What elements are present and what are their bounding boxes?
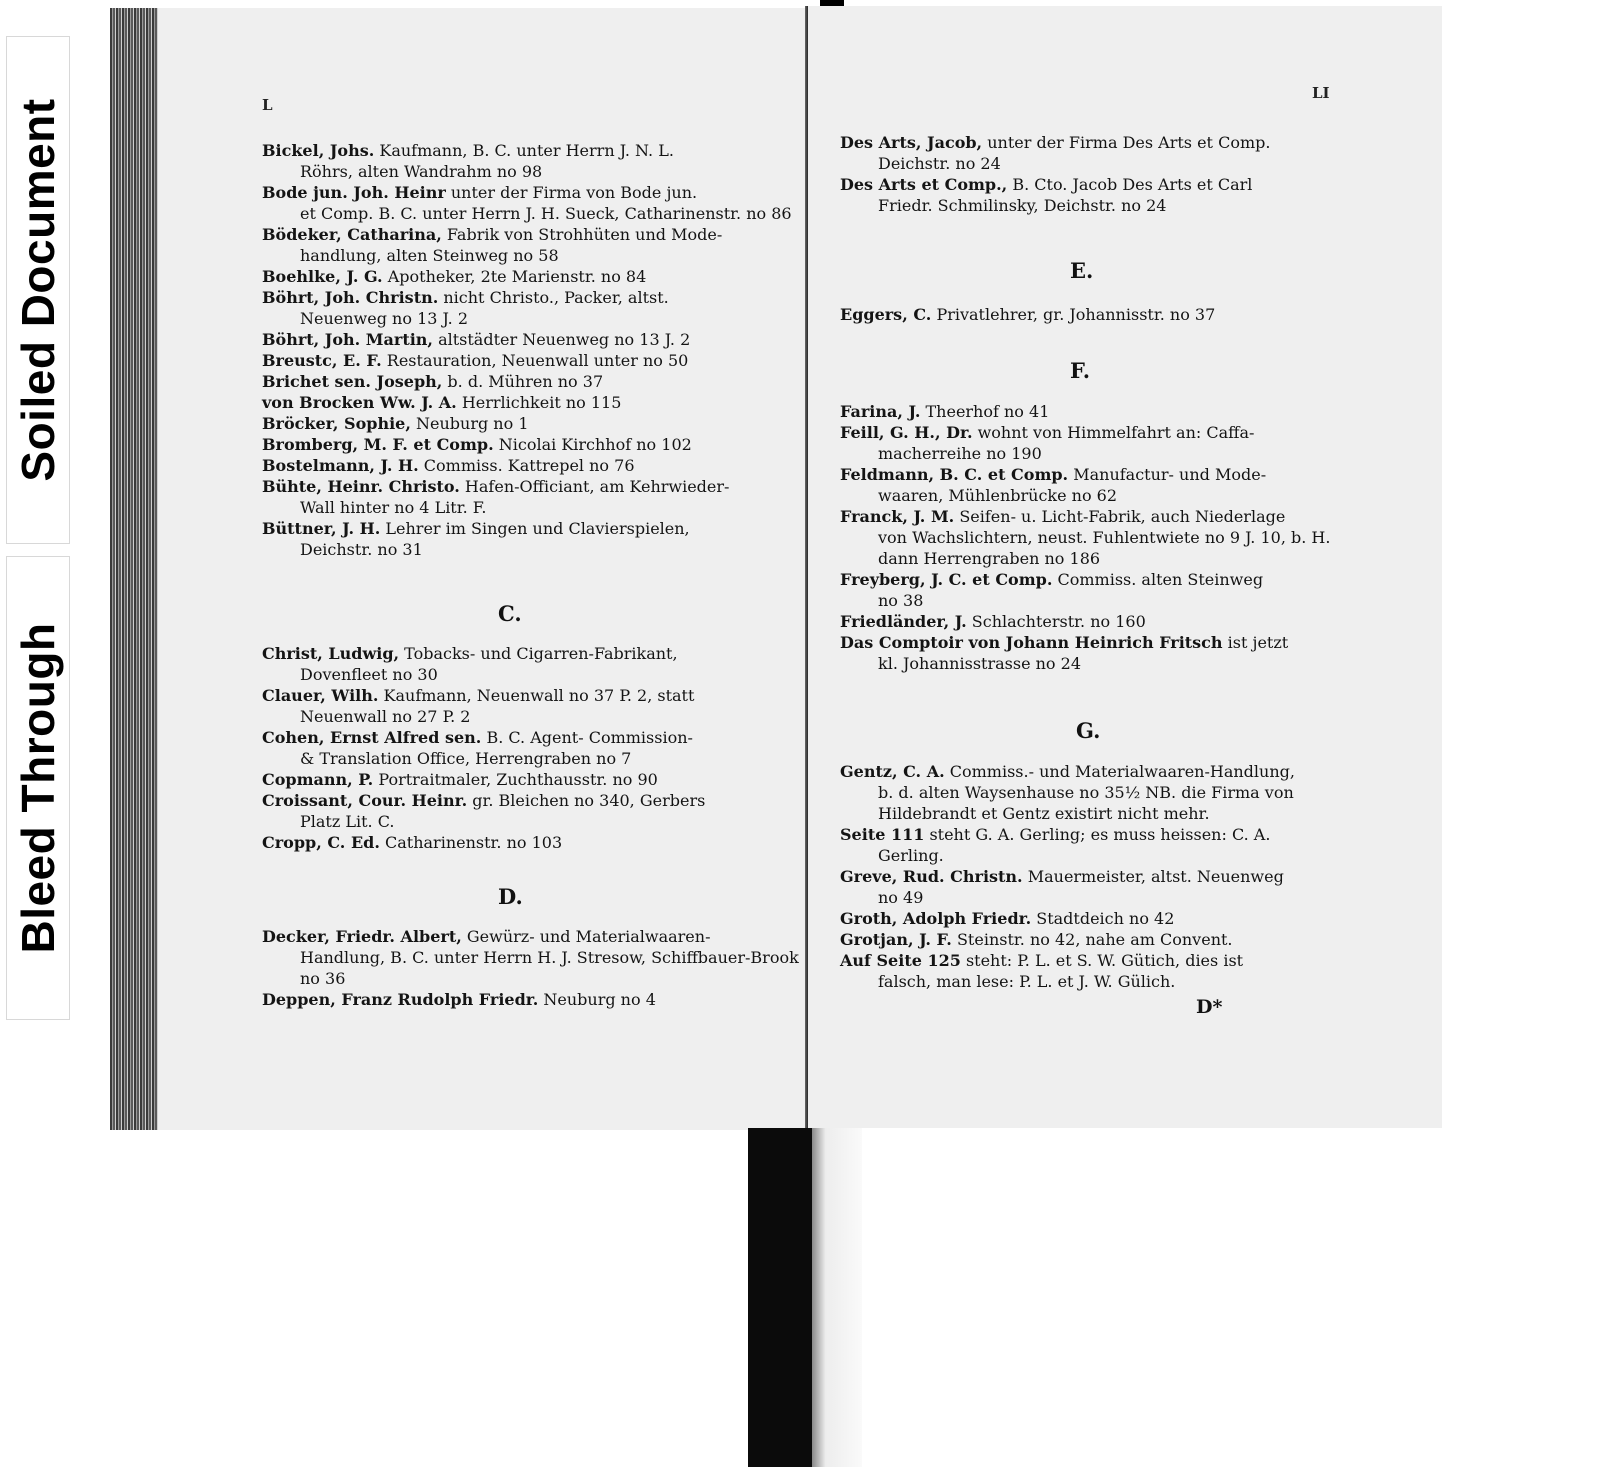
directory-entry [262, 329, 802, 350]
entry-details: Commiss. alten Steinweg [1052, 570, 1264, 589]
label-soiled-document-text: Soiled Document [12, 98, 64, 482]
entry-details: Kaufmann, B. C. unter Herrn J. N. L. [374, 141, 674, 160]
entry-details: Tobacks- und Cigarren-Fabrikant, [399, 644, 678, 663]
entry-name: Bromberg, M. F. et Comp. [262, 435, 494, 454]
directory-entry [262, 371, 802, 392]
left-entries-block-3 [262, 926, 802, 1010]
entry-continuation: no 49 [878, 888, 924, 907]
entry-details: B. Cto. Jacob Des Arts et Carl [1007, 175, 1253, 194]
entry-name: Greve, Rud. Christn. [840, 867, 1023, 886]
right-entries-block-3 [840, 401, 1336, 674]
directory-entry [262, 392, 802, 413]
entry-continuation: et Comp. B. C. unter Herrn J. H. Sueck, Catharinenstr. no 86 [300, 204, 792, 223]
entry-details: Fabrik von Strohhüten und Mode- [441, 225, 723, 244]
entry-name: Seite 111 [840, 825, 925, 844]
entry-details: Privatlehrer, gr. Johannisstr. no 37 [931, 305, 1216, 324]
entry-details: unter der Firma von Bode jun. [445, 183, 698, 202]
entry-continuation: Platz Lit. C. [300, 812, 395, 831]
directory-entry [262, 518, 802, 560]
directory-entry [262, 769, 802, 790]
directory-entry [840, 464, 1336, 506]
directory-entry [840, 908, 1336, 929]
directory-entry [262, 926, 802, 989]
entry-continuation: Handlung, B. C. unter Herrn H. J. Stresow, Schiffbauer-Brook no 36 [300, 948, 799, 988]
entry-name: Bickel, Johs. [262, 141, 375, 160]
section-letter-e: E. [1070, 258, 1094, 283]
entry-details: Apotheker, 2te Marienstr. no 84 [382, 267, 647, 286]
entry-details: Gewürz- und Materialwaaren- [461, 927, 711, 946]
entry-name: Freyberg, J. C. et Comp. [840, 570, 1053, 589]
entry-details: steht G. A. Gerling; es muss heissen: C. A. [924, 825, 1271, 844]
entry-details: Mauermeister, altst. Neuenweg [1022, 867, 1284, 886]
entry-name: Das Comptoir von Johann Heinrich Fritsch [840, 633, 1223, 652]
entry-name: Böhrt, Joh. Christn. [262, 288, 439, 307]
directory-entry [262, 434, 802, 455]
directory-entry [262, 727, 802, 769]
entry-continuation: macherreihe no 190 [878, 444, 1042, 463]
right-page [808, 6, 1442, 1128]
directory-entry [262, 643, 802, 685]
entry-details: b. d. Mühren no 37 [442, 372, 604, 391]
directory-entry [840, 304, 1336, 325]
open-book [110, 6, 1442, 1128]
entry-name: Auf Seite 125 [840, 951, 961, 970]
directory-entry [840, 824, 1336, 866]
entry-continuation: handlung, alten Steinweg no 58 [300, 246, 559, 265]
entry-details: Theerhof no 41 [920, 402, 1050, 421]
section-letter-f: F. [1070, 358, 1091, 383]
directory-entry [840, 132, 1336, 174]
entry-details: Herrlichkeit no 115 [456, 393, 622, 412]
entry-details: Catharinenstr. no 103 [379, 833, 563, 852]
entry-name: Christ, Ludwig, [262, 644, 400, 663]
entry-name: Bröcker, Sophie, [262, 414, 411, 433]
entry-details: unter der Firma Des Arts et Comp. [982, 133, 1271, 152]
directory-entry [262, 287, 802, 329]
entry-name: Farina, J. [840, 402, 921, 421]
page-edges [110, 8, 158, 1130]
directory-entry [262, 413, 802, 434]
binding-strap-bottom [748, 1128, 812, 1467]
directory-entry [840, 174, 1336, 216]
entry-name: Feill, G. H., Dr. [840, 423, 973, 442]
entry-name: Böhrt, Joh. Martin, [262, 330, 433, 349]
entry-continuation: Friedr. Schmilinsky, Deichstr. no 24 [878, 196, 1167, 215]
entry-details: Hafen-Officiant, am Kehrwieder- [459, 477, 730, 496]
binding-strap-shadow [810, 1128, 862, 1467]
entry-name: Bode jun. Joh. Heinr [262, 183, 446, 202]
directory-entry [262, 790, 802, 832]
entry-name: Cropp, C. Ed. [262, 833, 380, 852]
entry-continuation: Dovenfleet no 30 [300, 665, 438, 684]
entry-name: Bühte, Heinr. Christo. [262, 477, 460, 496]
entry-details: ist jetzt [1222, 633, 1289, 652]
entry-continuation: Neuenwall no 27 P. 2 [300, 707, 471, 726]
entry-details: Commiss. Kattrepel no 76 [418, 456, 635, 475]
entry-continuation: b. d. alten Waysenhause no 35½ NB. die Firma von Hildebrandt et Gentz existirt nicht mehr. [878, 783, 1294, 823]
directory-entry [262, 476, 802, 518]
entry-name: Breustc, E. F. [262, 351, 382, 370]
entry-name: Des Arts, Jacob, [840, 133, 983, 152]
entry-continuation: falsch, man lese: P. L. et J. W. Gülich. [878, 972, 1176, 991]
entry-details: Stadtdeich no 42 [1031, 909, 1175, 928]
right-entries-block-1 [840, 132, 1336, 216]
directory-entry [840, 611, 1336, 632]
entry-continuation: Gerling. [878, 846, 944, 865]
entry-name: Croissant, Cour. Heinr. [262, 791, 468, 810]
entry-continuation: no 38 [878, 591, 924, 610]
entry-details: Schlachterstr. no 160 [966, 612, 1146, 631]
entry-details: B. C. Agent- Commission- [481, 728, 693, 747]
entry-continuation: Deichstr. no 24 [878, 154, 1001, 173]
directory-entry [262, 224, 802, 266]
entry-details: gr. Bleichen no 340, Gerbers [467, 791, 706, 810]
directory-entry [262, 455, 802, 476]
section-letter-g: G. [1076, 718, 1101, 743]
directory-entry [262, 140, 802, 182]
entry-name: Brichet sen. Joseph, [262, 372, 443, 391]
entry-details: Commiss.- und Materialwaaren-Handlung, [944, 762, 1295, 781]
label-soiled-document [6, 36, 70, 544]
entry-details: Manufactur- und Mode- [1068, 465, 1267, 484]
entry-name: Des Arts et Comp., [840, 175, 1008, 194]
directory-entry [840, 569, 1336, 611]
entry-name: von Brocken Ww. J. A. [262, 393, 457, 412]
entry-continuation: & Translation Office, Herrengraben no 7 [300, 749, 632, 768]
entry-continuation: Deichstr. no 31 [300, 540, 423, 559]
entry-name: Groth, Adolph Friedr. [840, 909, 1032, 928]
directory-entry [262, 350, 802, 371]
entry-name: Friedländer, J. [840, 612, 967, 631]
entry-name: Cohen, Ernst Alfred sen. [262, 728, 482, 747]
entry-details: Neuburg no 4 [538, 990, 656, 1009]
entry-details: Seifen- u. Licht-Fabrik, auch Niederlage [954, 507, 1286, 526]
entry-details: Portraitmaler, Zuchthausstr. no 90 [373, 770, 658, 789]
left-entries-block-1 [262, 140, 802, 560]
directory-entry [262, 989, 802, 1010]
entry-continuation: Neuenweg no 13 J. 2 [300, 309, 469, 328]
entry-name: Büttner, J. H. [262, 519, 381, 538]
entry-details: Kaufmann, Neuenwall no 37 P. 2, statt [378, 686, 695, 705]
entry-details: Nicolai Kirchhof no 102 [493, 435, 692, 454]
entry-name: Feldmann, B. C. et Comp. [840, 465, 1069, 484]
entry-details: steht: P. L. et S. W. Gütich, dies ist [960, 951, 1244, 970]
left-entries-block-2 [262, 643, 802, 853]
label-bleed-through-text: Bleed Through [12, 622, 64, 954]
entry-name: Eggers, C. [840, 305, 932, 324]
entry-continuation: Wall hinter no 4 Litr. F. [300, 498, 487, 517]
section-letter-d: D. [498, 884, 523, 909]
directory-entry [840, 929, 1336, 950]
directory-entry [840, 950, 1336, 992]
directory-entry [262, 182, 802, 224]
directory-entry [840, 506, 1336, 569]
entry-name: Copmann, P. [262, 770, 374, 789]
entry-details: Neuburg no 1 [410, 414, 529, 433]
directory-entry [262, 266, 802, 287]
right-entries-block-4 [840, 761, 1336, 992]
entry-name: Bödeker, Catharina, [262, 225, 442, 244]
directory-entry [262, 832, 802, 853]
entry-name: Deppen, Franz Rudolph Friedr. [262, 990, 539, 1009]
directory-entry [840, 422, 1336, 464]
entry-continuation: kl. Johannisstrasse no 24 [878, 654, 1081, 673]
right-page-number: LI [1312, 84, 1330, 102]
left-page [110, 8, 805, 1130]
entry-name: Boehlke, J. G. [262, 267, 383, 286]
entry-name: Decker, Friedr. Albert, [262, 927, 462, 946]
right-entries-block-2 [840, 304, 1336, 325]
section-letter-c: C. [498, 601, 522, 626]
entry-details: wohnt von Himmelfahrt an: Caffa- [972, 423, 1255, 442]
entry-continuation: Röhrs, alten Wandrahm no 98 [300, 162, 543, 181]
entry-name: Clauer, Wilh. [262, 686, 379, 705]
directory-entry [262, 685, 802, 727]
entry-details: Lehrer im Singen und Clavierspielen, [380, 519, 690, 538]
entry-name: Gentz, C. A. [840, 762, 945, 781]
entry-name: Grotjan, J. F. [840, 930, 952, 949]
entry-continuation: waaren, Mühlenbrücke no 62 [878, 486, 1118, 505]
directory-entry [840, 866, 1336, 908]
label-bleed-through [6, 556, 70, 1020]
entry-details: Restauration, Neuenwall unter no 50 [381, 351, 689, 370]
left-page-number: L [262, 96, 273, 114]
entry-name: Franck, J. M. [840, 507, 955, 526]
entry-continuation: von Wachslichtern, neust. Fuhlentwiete no 9 J. 10, b. H. dann Herrengraben no 186 [878, 528, 1331, 568]
directory-entry [840, 632, 1336, 674]
directory-entry [840, 401, 1336, 422]
entry-details: nicht Christo., Packer, altst. [438, 288, 669, 307]
signature-mark: D* [1196, 996, 1223, 1018]
entry-name: Bostelmann, J. H. [262, 456, 419, 475]
directory-entry [840, 761, 1336, 824]
entry-details: altstädter Neuenweg no 13 J. 2 [432, 330, 691, 349]
entry-details: Steinstr. no 42, nahe am Convent. [951, 930, 1233, 949]
